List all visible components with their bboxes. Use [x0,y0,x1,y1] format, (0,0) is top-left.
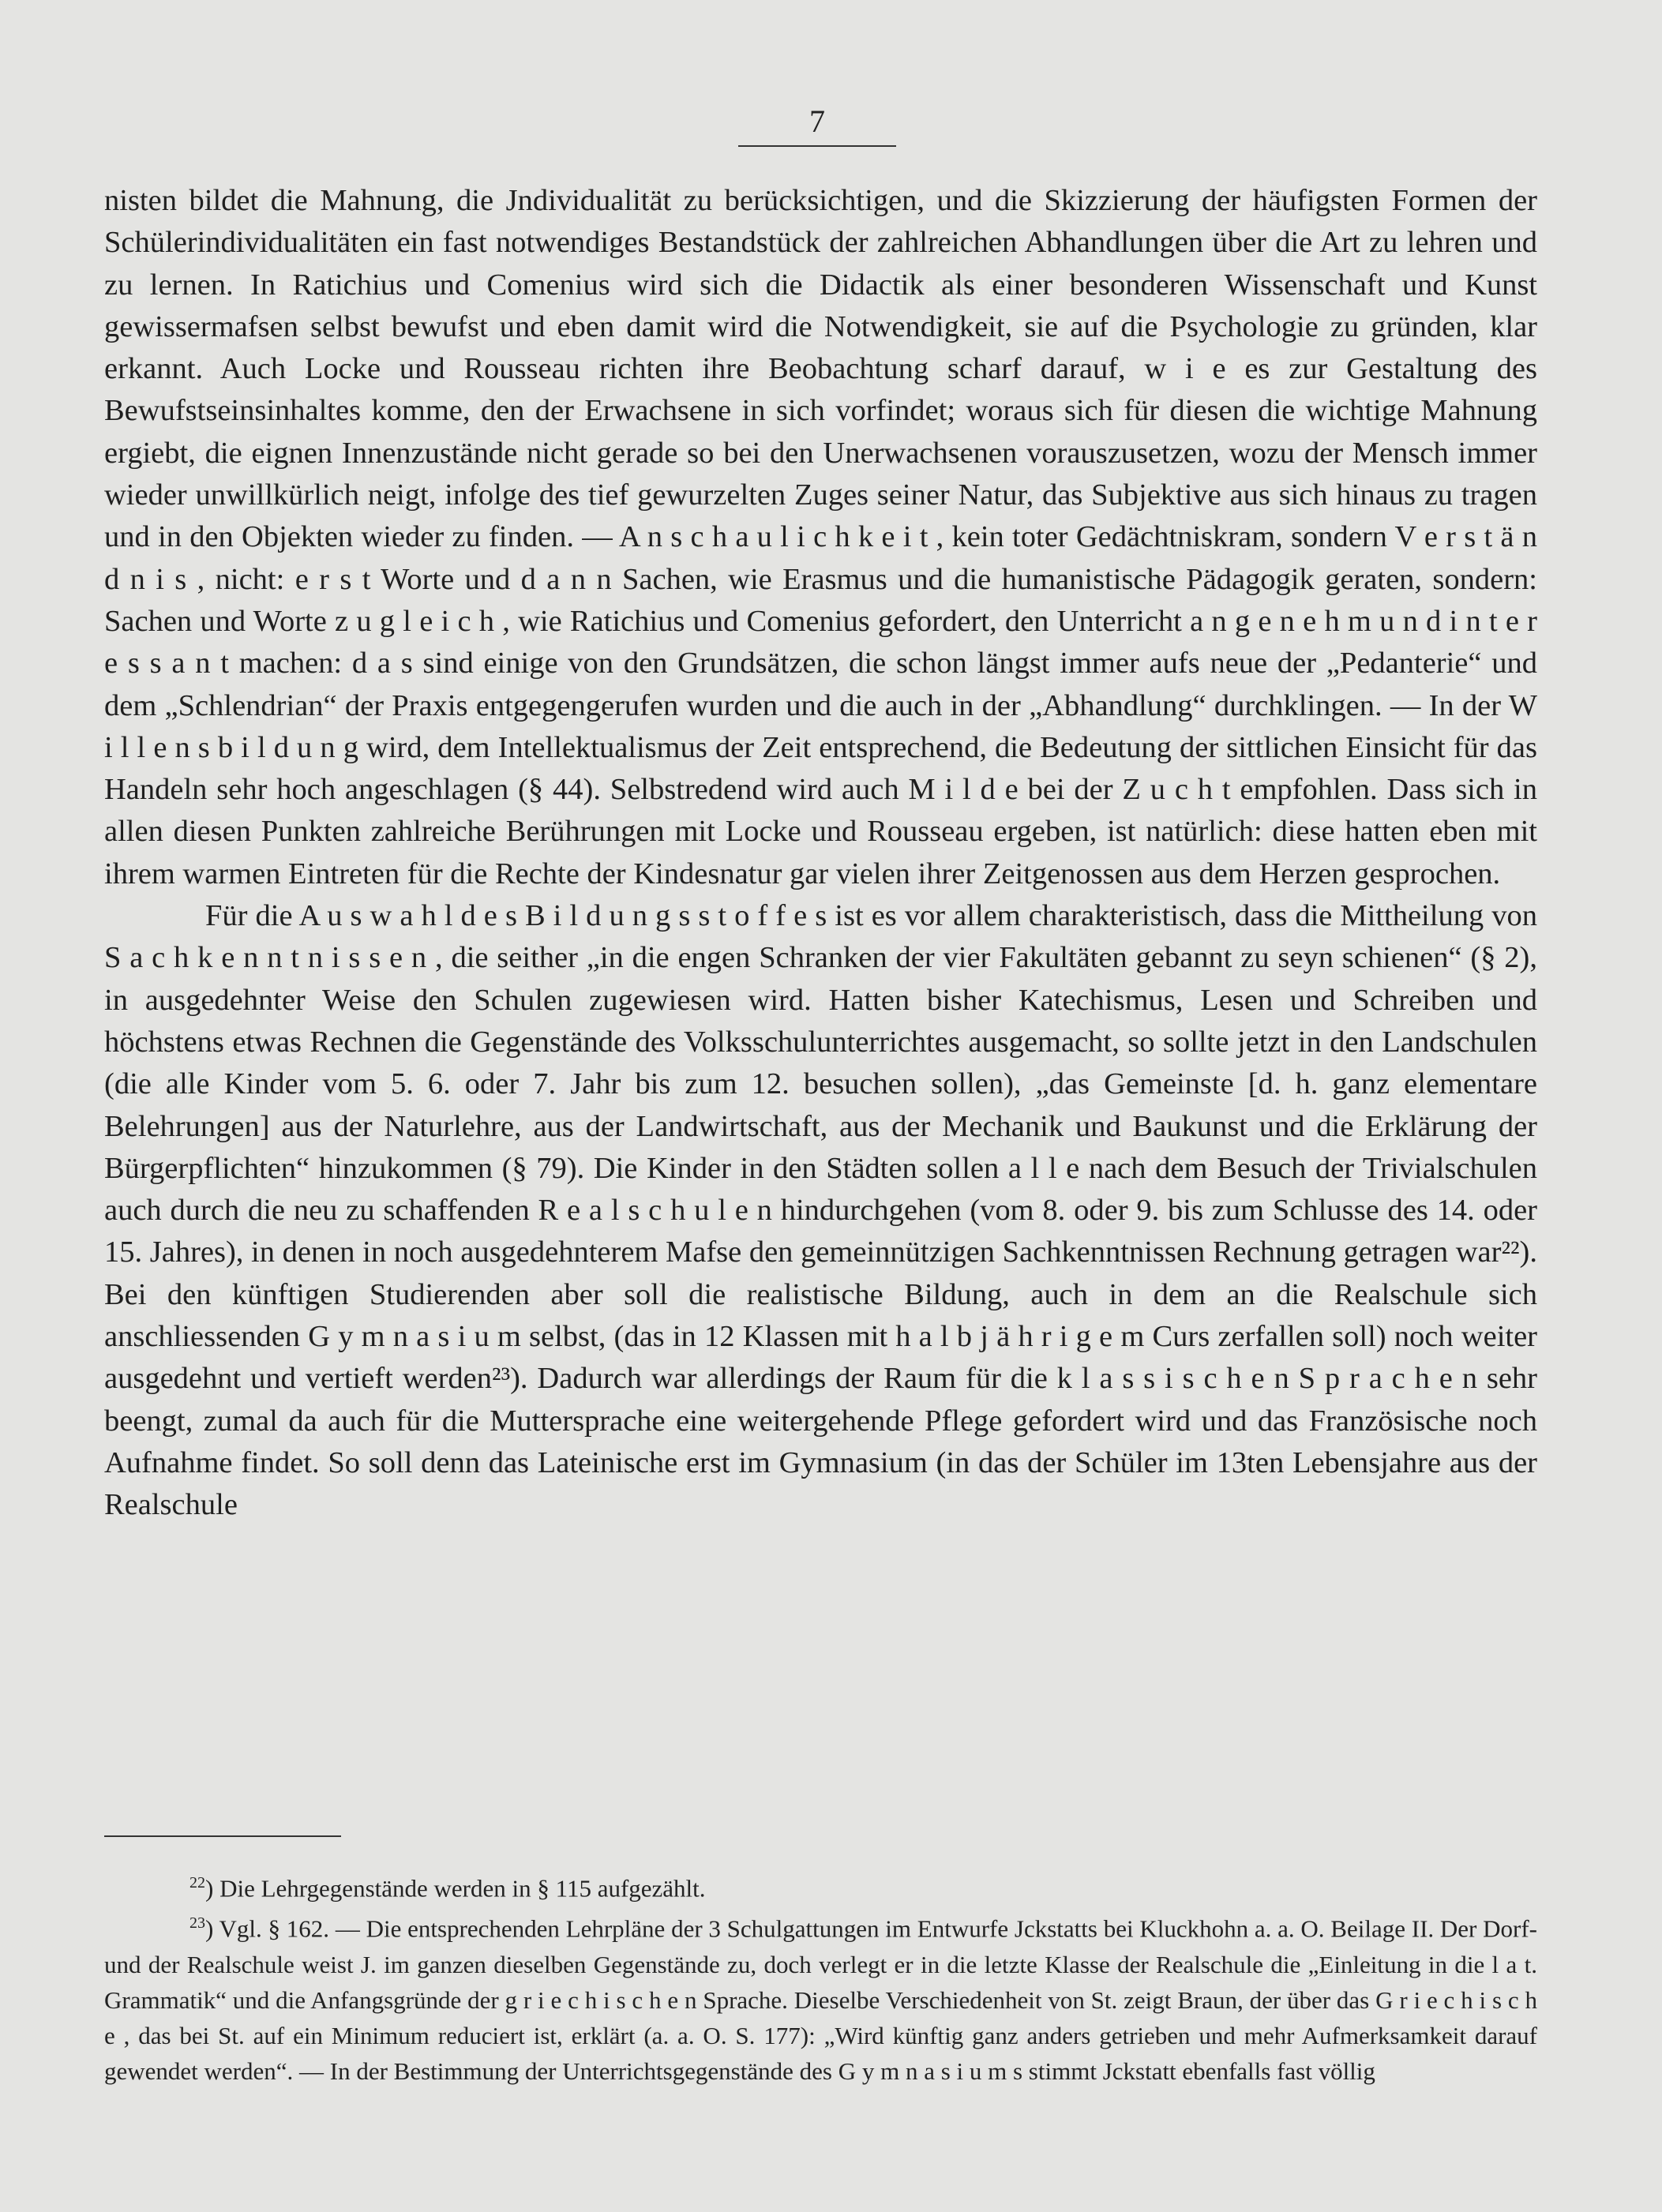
footnote-22: $^{22}$) Die Lehrgegenstände werden in § 115 aufgezählt. [189,1874,706,1903]
footnote-text: Die Lehrgegenstände werden in § 115 aufgezählt. [219,1874,706,1903]
footnote-marker: 23 [189,1914,205,1933]
header-rule [738,145,896,147]
footnotes [104,1865,1537,2089]
footnote-23: $^{23}$) Vgl. § 162. — Die entsprechenden Lehrpläne der 3 Schulgattungen im Entwurfe Jckstatts bei Kluckhohn a. a. O. Beilage II. Der Dorf- und der Realschule weist J. im ganzen dieselben Gegenstände zu, doch verlegt er in die letzte Klasse der Realschule die „Einleitung in die l a t. Grammatik“ und die Anfangsgründe der g r i e c h i s c h e n Sprache. Dieselbe Verschiedenheit von St. zeigt Braun, der über das G r i e c h i s c h e , das bei St. auf ein Minimum reduciert ist, erklärt (a. a. O. S. 177): „Wird künftig ganz anders getrieben und mehr Aufmerksamkeit darauf gewendet werden“. — In der Bestimmung der Unterrichtsgegenstände des G y m n a s i u m s stimmt Jckstatt ebenfalls fast völlig [104,1914,1538,2085]
paragraph-auswahl-des-bildungsstoffes: Für die A u s w a h l d e s B i l d u n g s s t o f f e s ist es vor allem charakteristisch, dass die Mittheilung von S a c h k e n n t n i s s e n , die seither „in die engen Schranken der vier Fakultäten gebannt zu seyn schienen“ (§ 2), in ausgedehnter Weise den Schulen zugewiesen wird. Hatten bisher Katechismus, Lesen und Schreiben und höchstens etwas Rechnen die Gegenstände des Volksschulunterrichtes ausgemacht, so sollte jetzt in den Landschulen (die alle Kinder vom 5. 6. oder 7. Jahr bis zum 12. besuchen sollen), „das Gemeinste [d. h. ganz elementare Belehrungen] aus der Naturlehre, aus der Landwirtschaft, aus der Mechanik und Baukunst und die Erklärung der Bürgerpflichten“ hinzukommen (§ 79). Die Kinder in den Städten sollen a l l e nach dem Besuch der Trivialschulen auch durch die neu zu schaffenden R e a l s c h u l e n hindurchgehen (vom 8. oder 9. bis zum Schlusse des 14. oder 15. Jahres), in denen in noch ausgedehnterem Mafse den gemeinnützigen Sachkenntnissen Rechnung getragen war²²). Bei den künftigen Studierenden aber soll die realistische Bildung, auch in dem an die Realschule sich anschliessenden G y m n a s i u m selbst, (das in 12 Klassen mit h a l b j ä h r i g e m Curs zerfallen soll) noch weiter ausgedehnt und vertieft werden²³). Dadurch war allerdings der Raum für die k l a s s i s c h e n S p r a c h e n sehr beengt, zumal da auch für die Muttersprache eine weitergehende Pflege gefordert wird und das Französische noch Aufnahme findet. So soll denn das Lateinische erst im Gymnasium (in das der Schüler im 13ten Lebensjahre aus der Realschule [104,899,1537,1522]
page-number: 7 [809,103,825,139]
paragraph-continued: nisten bildet die Mahnung, die Jndividualität zu berücksichtigen, und die Skizzierung der häufigsten Formen der Schülerindividualitäten ein fast notwendiges Bestandstück der zahlreichen Abhandlungen über die Art zu lehren und zu lernen. In Ratichius und Comenius wird sich die Didactik als einer besonderen Wissenschaft und Kunst gewissermafsen selbst bewufst und eben damit wird die Notwendigkeit, sie auf die Psychologie zu gründen, klar erkannt. Auch Locke und Rousseau richten ihre Beobachtung scharf darauf, w i e es zur Gestaltung des Bewufstseinsinhaltes komme, den der Erwachsene in sich vorfindet; woraus sich für diesen die wichtige Mahnung ergiebt, die eignen Innenzustände nicht gerade so bei den Unerwachsenen vorauszusetzen, wozu der Mensch immer wieder unwillkürlich neigt, infolge des tief gewurzelten Zuges seiner Natur, das Subjektive aus sich hinaus zu tragen und in den Objekten wieder zu finden. — A n s c h a u l i c h k e i t , kein toter Gedächtniskram, sondern V e r s t ä n d n i s , nicht: e r s t Worte und d a n n Sachen, wie Erasmus und die humanistische Pädagogik geraten, sondern: Sachen und Worte z u g l e i c h , wie Ratichius und Comenius gefordert, den Unterricht a n g e n e h m u n d i n t e r e s s a n t machen: d a s sind einige von den Grundsätzen, die schon längst immer aufs neue der „Pedanterie“ und dem „Schlendrian“ der Praxis entgegengerufen wurden und die auch in der „Abhandlung“ durchklingen. — In der W i l l e n s b i l d u n g wird, dem Intellektualismus der Zeit entsprechend, die Bedeutung der sittlichen Einsicht für das Handeln sehr hoch angeschlagen (§ 44). Selbstredend wird auch M i l d e bei der Z u c h t empfohlen. Dass sich in allen diesen Punkten zahlreiche Berührungen mit Locke und Rousseau ergeben, ist natürlich: diese hatten eben mit ihrem warmen Eintreten für die Rechte der Kindesnatur gar vielen ihrer Zeitgenossen aus dem Herzen gesprochen. [104,184,1537,890]
footnote-separator [104,1835,341,1837]
body-text [104,180,1537,1527]
footnote-marker: 22 [189,1874,205,1891]
footnote-text: Vgl. § 162. — Die entsprechenden Lehrpläne der 3 Schulgattungen im Entwurfe Jckstatts bei Kluckhohn a. a. O. Beilage II. Der Dorf- und der Realschule weist J. im ganzen dieselben Gegenstände zu, doch verlegt er in die letzte Klasse der Realschule die „Einleitung in die l a t. Grammatik“ und die Anfangsgründe der g r i e c h i s c h e n Sprache. Dieselbe Verschiedenheit von St. zeigt Braun, der über das G r i e c h i s c h e , das bei St. auf ein Minimum reduciert ist, erklärt (a. a. O. S. 177): „Wird künftig ganz anders getrieben und mehr Aufmerksamkeit darauf gewendet werden“. — In der Bestimmung der Unterrichtsgegenstände des G y m n a s i u m s stimmt Jckstatt ebenfalls fast völlig [104,1914,1538,2085]
